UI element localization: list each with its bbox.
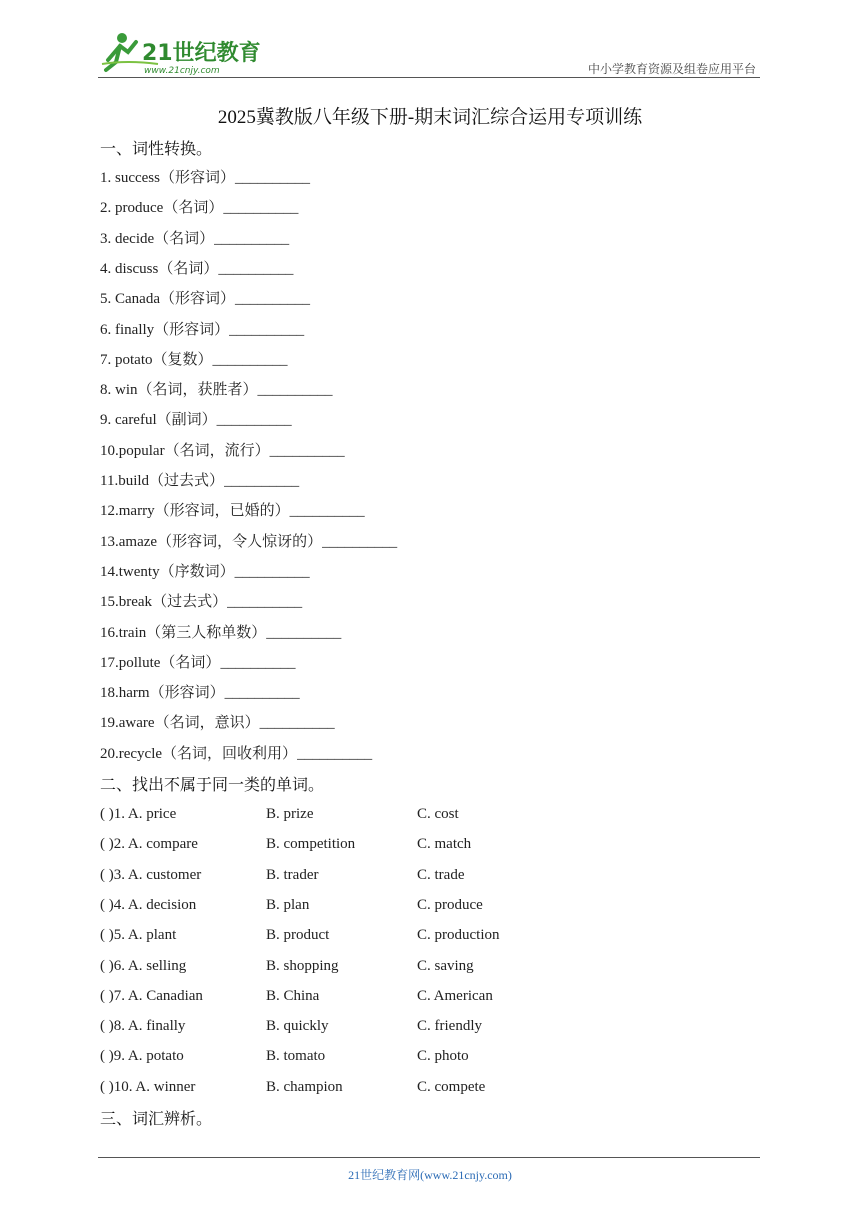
item-word: careful (115, 412, 157, 429)
part2-question-row (100, 864, 700, 886)
option-b: B. trader (266, 866, 319, 883)
item-number: 7. (100, 351, 115, 368)
option-a: ( )10. A. winner (100, 1078, 196, 1095)
item-word: success (115, 170, 160, 186)
part1-item (100, 469, 299, 491)
item-hint: （形容词，令人惊讶的） (157, 531, 323, 550)
item-number: 17. (100, 654, 119, 671)
svg-text:21世纪教育: 21世纪教育 (142, 41, 261, 66)
item-number: 4. (100, 260, 115, 277)
item-number: 9. (100, 412, 115, 429)
option-c: C. American (417, 987, 493, 1004)
item-number: 12. (100, 503, 119, 520)
item-number: 2. (100, 200, 115, 217)
item-number: 8. (100, 382, 115, 399)
item-hint: （形容词，已婚的） (154, 501, 290, 520)
section-heading-1: 一、词性转换。 (100, 139, 213, 158)
item-number: 3. (100, 230, 115, 247)
answer-blank[interactable]: __________ (289, 503, 365, 520)
item-hint: （名词，流行） (164, 440, 270, 459)
answer-blank[interactable]: __________ (259, 715, 335, 732)
part2-question-row (100, 1076, 700, 1098)
answer-blank[interactable]: __________ (224, 685, 300, 702)
section-heading-2: 二、找出不属于同一类的单词。 (100, 775, 325, 794)
part1-item (100, 651, 295, 673)
item-hint: （名词） (163, 198, 224, 217)
item-hint: （形容词） (160, 168, 236, 186)
part2-question-row (100, 803, 700, 825)
option-a: ( )5. A. plant (100, 927, 177, 944)
option-b: B. China (266, 987, 320, 1004)
item-number: 13. (100, 533, 119, 550)
section-heading-3: 三、词汇辨析。 (100, 1109, 213, 1128)
item-word: break (118, 594, 153, 611)
item-hint: （名词，意识） (154, 713, 260, 732)
part1-item (100, 621, 341, 643)
answer-blank[interactable]: __________ (227, 594, 303, 611)
part2-question-row (100, 1045, 700, 1067)
answer-blank[interactable]: __________ (269, 442, 345, 459)
option-b: B. product (266, 927, 330, 944)
part1-item (100, 378, 333, 400)
option-c: C. friendly (417, 1018, 482, 1035)
item-number: 15. (100, 594, 119, 611)
item-word: popular (118, 442, 165, 459)
item-word: aware (118, 715, 155, 732)
part1-item (100, 166, 310, 188)
part1-item (100, 439, 345, 461)
part1-item (100, 681, 300, 703)
part1-item (100, 196, 298, 218)
item-hint: （形容词） (159, 289, 235, 308)
item-word: finally (115, 321, 155, 338)
item-hint: （名词） (154, 228, 215, 247)
part1-item (100, 227, 289, 249)
item-number: 16. (100, 624, 119, 641)
answer-blank[interactable]: __________ (216, 412, 292, 429)
header-platform-text: 中小学教育资源及组卷应用平台 (587, 62, 756, 76)
answer-blank[interactable]: __________ (234, 563, 310, 580)
item-hint: （名词） (160, 652, 221, 671)
option-a: ( )4. A. decision (100, 896, 197, 913)
part2-question-row (100, 985, 700, 1007)
item-hint: （名词，获胜者） (137, 380, 258, 399)
part1-item (100, 408, 292, 430)
item-hint: （副词） (156, 410, 217, 429)
part2-question-row (100, 924, 700, 946)
item-number: 14. (100, 563, 119, 580)
svg-text:www.21cnjy.com: www.21cnjy.com (144, 66, 220, 76)
item-word: win (115, 382, 138, 399)
item-number: 1. (100, 170, 115, 186)
part1-item (100, 318, 304, 340)
option-b: B. shopping (266, 957, 339, 974)
answer-blank[interactable]: __________ (266, 624, 342, 641)
answer-blank[interactable]: __________ (224, 473, 300, 489)
option-c: C. match (417, 836, 472, 853)
item-word: amaze (118, 533, 158, 550)
option-b: B. prize (266, 806, 314, 822)
item-number: 5. (100, 291, 115, 308)
option-a: ( )3. A. customer (100, 866, 202, 883)
item-word: build (118, 473, 150, 489)
item-number: 10. (100, 442, 119, 459)
option-c: C. cost (417, 806, 459, 822)
page-title: 2025冀教版八年级下册-期末词汇综合运用专项训练 (217, 107, 643, 128)
item-word: harm (118, 685, 150, 702)
part2-question-row (100, 894, 700, 916)
part2-question-row (100, 955, 700, 977)
part2-question-row (100, 833, 700, 855)
item-word: train (118, 624, 147, 641)
option-b: B. quickly (266, 1018, 329, 1035)
part1-item (100, 742, 372, 764)
answer-blank[interactable]: __________ (257, 382, 333, 399)
part1-item (100, 348, 288, 370)
part1-item (100, 590, 302, 612)
part2-question-row (100, 1015, 700, 1037)
item-number: 19. (100, 715, 119, 732)
answer-blank[interactable]: __________ (214, 230, 290, 247)
item-word: pollute (118, 654, 161, 671)
item-word: Canada (115, 291, 160, 308)
item-hint: （名词，回收利用） (162, 743, 298, 762)
item-hint: （第三人称单数） (146, 622, 267, 641)
option-a: ( )7. A. Canadian (100, 987, 203, 1004)
option-c: C. saving (417, 957, 474, 974)
answer-blank[interactable]: __________ (223, 200, 299, 217)
item-word: recycle (118, 745, 163, 762)
item-hint: （形容词） (149, 683, 225, 702)
item-word: decide (115, 230, 155, 247)
header-divider (98, 77, 760, 78)
option-a: ( )6. A. selling (100, 957, 187, 974)
item-hint: （名词） (158, 258, 219, 277)
item-word: discuss (115, 260, 159, 277)
option-c: C. photo (417, 1048, 469, 1065)
part1-item (100, 499, 365, 521)
footer-divider (98, 1157, 760, 1158)
answer-blank[interactable]: __________ (218, 260, 294, 277)
option-c: C. trade (417, 866, 465, 883)
item-word: produce (115, 200, 164, 217)
item-number: 20. (100, 745, 119, 762)
option-b: B. plan (266, 896, 310, 913)
option-a: ( )2. A. compare (100, 836, 198, 853)
answer-blank[interactable]: __________ (235, 291, 310, 308)
item-word: marry (118, 503, 155, 520)
option-a: ( )8. A. finally (100, 1018, 186, 1035)
item-number: 6. (100, 321, 115, 338)
option-b: B. competition (266, 836, 356, 853)
item-hint: （序数词） (159, 561, 235, 580)
footer-text: 21世纪教育网(www.21cnjy.com) (348, 1168, 512, 1182)
part1-item (100, 711, 335, 733)
option-b: B. champion (266, 1078, 343, 1095)
answer-blank[interactable]: __________ (322, 533, 398, 550)
page-header (98, 30, 760, 78)
answer-blank[interactable]: __________ (212, 351, 288, 368)
item-hint: （过去式） (149, 471, 225, 489)
part1-item (100, 287, 310, 309)
item-word: potato (115, 351, 153, 368)
logo-21cnjy (98, 30, 268, 76)
answer-blank[interactable]: __________ (229, 321, 305, 338)
option-b: B. tomato (266, 1048, 326, 1065)
option-a: ( )1. A. price (100, 806, 177, 822)
option-c: C. production (417, 927, 500, 944)
answer-blank[interactable]: __________ (235, 170, 311, 186)
option-c: C. compete (417, 1078, 486, 1095)
answer-blank[interactable]: __________ (297, 745, 373, 762)
part1-item (100, 560, 310, 582)
part1-item (100, 530, 397, 552)
answer-blank[interactable]: __________ (220, 654, 296, 671)
item-hint: （复数） (152, 349, 213, 368)
part1-item (100, 257, 293, 279)
item-word: twenty (118, 563, 160, 580)
item-hint: （形容词） (154, 319, 230, 338)
item-number: 18. (100, 685, 119, 702)
item-number: 11. (100, 473, 119, 489)
option-c: C. produce (417, 896, 483, 913)
option-a: ( )9. A. potato (100, 1048, 184, 1065)
item-hint: （过去式） (152, 592, 228, 611)
